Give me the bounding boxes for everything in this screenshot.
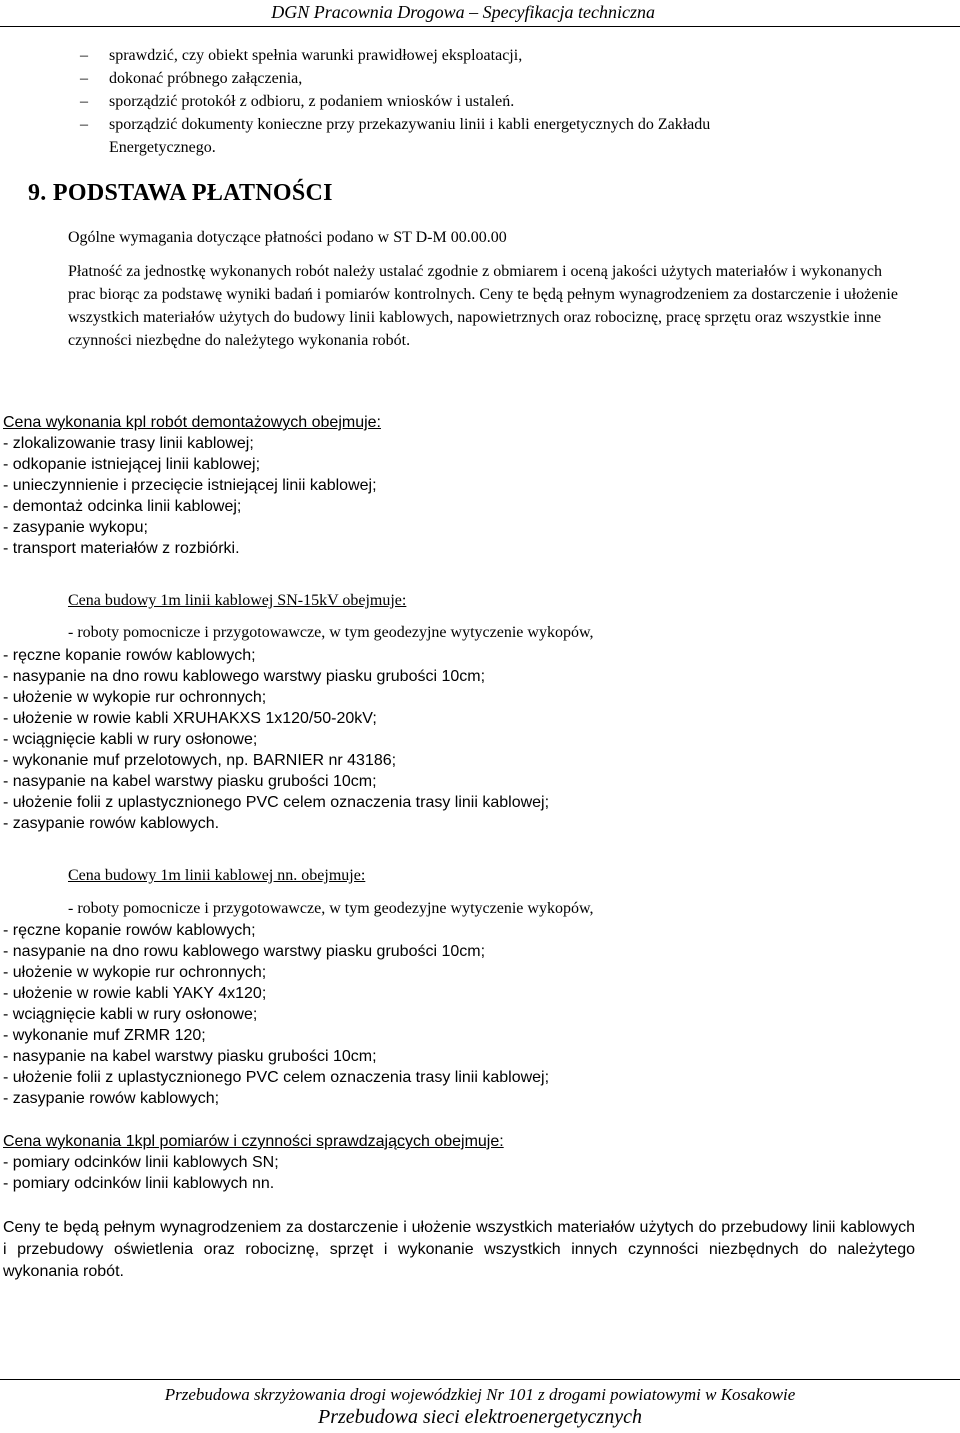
list-item [80,44,809,67]
list-item: - ręczne kopanie rowów kablowych; [3,922,256,939]
list-item: - zasypanie wykopu; [3,519,148,536]
list-item-text: sporządzić protokół z odbioru, z podaniem wniosków i ustaleń. [109,93,515,110]
list-item: - nasypanie na dno rowu kablowego warstwy piasku grubości 10cm; [3,943,486,960]
list-item: - ułożenie folii z uplastycznionego PVC celem oznaczenia trasy linii kablowej; [3,1069,550,1086]
sn-cable-intro: - roboty pomocnicze i przygotowawcze, w tym geodezyjne wytyczenie wykopów, [68,624,594,641]
demolition-heading: Cena wykonania kpl robót demontażowych obejmuje: [3,414,381,431]
list-item: - ułożenie w rowie kabli YAKY 4x120; [3,985,267,1002]
list-item: - wciągnięcie kabli w rury osłonowe; [3,1006,258,1023]
footer-rule [0,1379,960,1380]
list-item [80,67,809,90]
measurements-block [3,1131,504,1194]
footer-document-title: Przebudowa sieci elektroenergetycznych [318,1406,642,1428]
dash-bullet: – [80,70,88,87]
dash-bullet: – [80,93,88,110]
list-item: - unieczynnienie i przecięcie istniejącej linii kablowej; [3,477,377,494]
measurements-heading: Cena wykonania 1kpl pomiarów i czynności sprawdzających obejmuje: [3,1133,504,1150]
list-item: - ułożenie w wykopie rur ochronnych; [3,689,267,706]
list-item [80,90,809,113]
list-item: - pomiary odcinków linii kablowych SN; [3,1154,279,1171]
list-item: - demontaż odcinka linii kablowej; [3,498,242,515]
list-item: - nasypanie na dno rowu kablowego warstwy piasku grubości 10cm; [3,668,486,685]
closing-paragraph: Ceny te będą pełnym wynagrodzeniem za dostarczenie i ułożenie wszystkich materiałów użytych do przebudowy linii kablowych i przebudowy oświetlenia oraz robociznę, sprzęt i wykonanie wszystkich innych czynności niezbędnych do należytego wykonania robót. [3,1219,915,1280]
list-item-text: sporządzić dokumenty konieczne przy przekazywaniu linii i kabli energetycznych do Zakładu Energetycznego. [109,116,711,156]
list-item: - wykonanie muf ZRMR 120; [3,1027,206,1044]
list-item: - wciągnięcie kabli w rury osłonowe; [3,731,258,748]
list-item: - zlokalizowanie trasy linii kablowej; [3,435,254,452]
demolition-block [3,412,381,559]
list-item: - pomiary odcinków linii kablowych nn. [3,1175,275,1192]
list-item: - zasypanie rowów kablowych. [3,815,220,832]
list-item: - ręczne kopanie rowów kablowych; [3,647,256,664]
list-item: - ułożenie w rowie kabli XRUHAKXS 1x120/50-20kV; [3,710,377,727]
dash-bullet: – [80,47,88,64]
header-rule [0,26,960,27]
list-item-text: sprawdzić, czy obiekt spełnia warunki prawidłowej eksploatacji, [109,47,523,64]
list-item: - zasypanie rowów kablowych; [3,1090,220,1107]
list-item: - ułożenie folii z uplastycznionego PVC celem oznaczenia trasy linii kablowej; [3,794,550,811]
nn-cable-intro: - roboty pomocnicze i przygotowawcze, w tym geodezyjne wytyczenie wykopów, [68,900,594,917]
list-item: - transport materiałów z rozbiórki. [3,540,240,557]
list-item: - nasypanie na kabel warstwy piasku grubości 10cm; [3,1048,377,1065]
section-heading: 9. PODSTAWA PŁATNOŚCI [28,180,333,206]
nn-cable-heading: Cena budowy 1m linii kablowej nn. obejmuje: [68,867,366,884]
list-item-text: dokonać próbnego załączenia, [109,70,303,87]
list-item: - wykonanie muf przelotowych, np. BARNIER nr 43186; [3,752,397,769]
sn-cable-heading: Cena budowy 1m linii kablowej SN-15kV obejmuje: [68,592,407,609]
dash-bullet: – [80,116,88,133]
nn-cable-list [3,920,549,1109]
sn-cable-list [3,645,549,834]
list-item: - nasypanie na kabel warstwy piasku grubości 10cm; [3,773,377,790]
top-dash-list [80,44,809,159]
payment-paragraph: Płatność za jednostkę wykonanych robót należy ustalać zgodnie z obmiarem i oceną jakości użytych materiałów i wykonanych prac biorąc za podstawę wyniki badań i pomiarów kontrolnych. Ceny te będą pełnym wynagrodzeniem za dostarczenie i ułożenie wszystkich materiałów użytych do budowy linii kablowych, napowietrznych oraz robociznę, pracę sprzętu oraz wszystkie inne czynności niezbędne do należytego wykonania robót. [68,263,898,349]
general-requirements: Ogólne wymagania dotyczące płatności podano w ST D-M 00.00.00 [68,229,507,246]
list-item [80,113,809,159]
footer-project-title: Przebudowa skrzyżowania drogi wojewódzkiej Nr 101 z drogami powiatowymi w Kosakowie [164,1385,796,1404]
list-item: - odkopanie istniejącej linii kablowej; [3,456,261,473]
page-header-title: DGN Pracownia Drogowa – Specyfikacja techniczna [271,2,655,22]
list-item: - ułożenie w wykopie rur ochronnych; [3,964,267,981]
